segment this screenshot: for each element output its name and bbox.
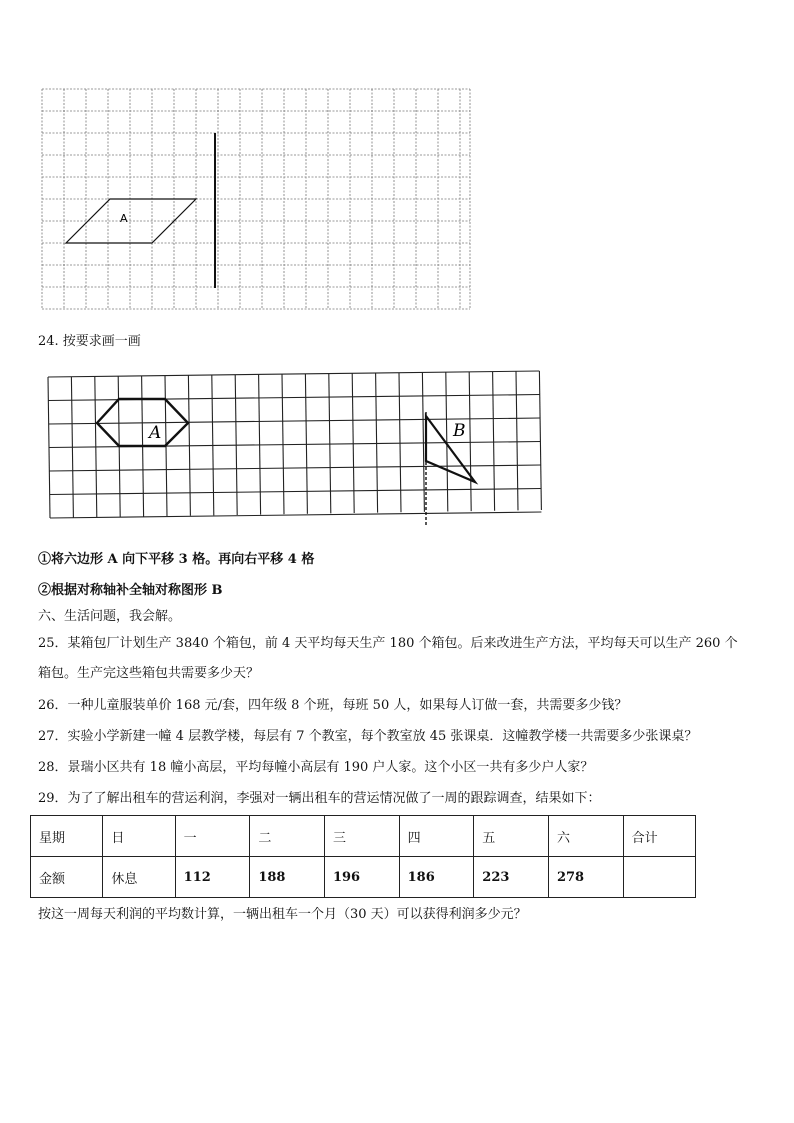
table-cell: 188 xyxy=(250,857,325,898)
table-cell: 合计 xyxy=(623,816,695,857)
table-cell: 金额 xyxy=(31,857,103,898)
grid-line xyxy=(50,512,541,518)
question-29-question: 按这一周每天利润的平均数计算，一辆出租车一个月（30 天）可以获得利润多少元？ xyxy=(38,907,527,922)
question-29-intro: 29．为了了解出租车的营运利润，李强对一辆出租车的营运情况做了一周的跟踪调查，结果如下： xyxy=(38,791,601,806)
table-cell: 223 xyxy=(474,857,549,898)
grid-line xyxy=(493,372,495,511)
table-cell: 五 xyxy=(474,816,549,857)
table-cell: 四 xyxy=(399,816,474,857)
table-cell: 星期 xyxy=(31,816,103,857)
table-cell: 112 xyxy=(175,857,250,898)
grid-line xyxy=(329,374,331,514)
question-24-title: 24. 按要求画一画 xyxy=(38,334,141,349)
table-cell: 186 xyxy=(399,857,474,898)
grid-line xyxy=(422,372,424,511)
table-cell xyxy=(623,857,695,898)
instruction-2: ②根据对称轴补全轴对称图形 B xyxy=(38,583,223,598)
grid-line xyxy=(49,418,540,424)
question-25-line-2: 箱包。生产完这些箱包共需要多少天？ xyxy=(38,666,260,681)
table-cell: 二 xyxy=(250,816,325,857)
table-cell: 一 xyxy=(175,816,250,857)
table-header-row xyxy=(31,816,696,857)
grid-line xyxy=(50,489,541,495)
grid-line xyxy=(539,371,541,510)
table-cell: 日 xyxy=(103,816,175,857)
grid-line xyxy=(399,373,401,513)
profit-table xyxy=(30,815,696,898)
instruction-1: ①将六边形 A 向下平移 3 格。再向右平移 4 格 xyxy=(38,552,315,567)
grid-line xyxy=(516,371,518,510)
grid-2 xyxy=(0,0,794,540)
section-6-title: 六、生活问题，我会解。 xyxy=(38,609,182,624)
grid-line xyxy=(376,373,378,513)
table-cell: 三 xyxy=(324,816,399,857)
question-25-line-1: 25．某箱包厂计划生产 3840 个箱包，前 4 天平均每天生产 180 个箱包。后来改进生产方法，平均每天可以生产 260 个 xyxy=(38,636,738,651)
table-cell: 休息 xyxy=(103,857,175,898)
grid-line xyxy=(352,373,354,513)
table-cell: 278 xyxy=(548,857,623,898)
grid-line xyxy=(48,371,539,377)
question-26: 26．一种儿童服装单价 168 元/套，四年级 8 个班，每班 50 人，如果每人订做一套，共需要多少钱？ xyxy=(38,698,628,713)
question-28: 28．景瑞小区共有 18 幢小高层，平均每幢小高层有 190 户人家。这个小区一共有多少户人家？ xyxy=(38,760,594,775)
table-cell: 六 xyxy=(548,816,623,857)
half-figure-b xyxy=(426,416,475,482)
hexagon-label-a: A xyxy=(149,423,162,443)
table-row xyxy=(31,857,696,898)
question-27: 27．实验小学新建一幢 4 层教学楼，每层有 7 个教室，每个教室放 45 张课桌．这幢教学楼一共需要多少张课桌？ xyxy=(38,729,698,744)
grid1-label-a: A xyxy=(120,212,128,225)
grid-line xyxy=(469,372,471,511)
table-cell: 196 xyxy=(324,857,399,898)
figure-label-b: B xyxy=(453,421,466,441)
